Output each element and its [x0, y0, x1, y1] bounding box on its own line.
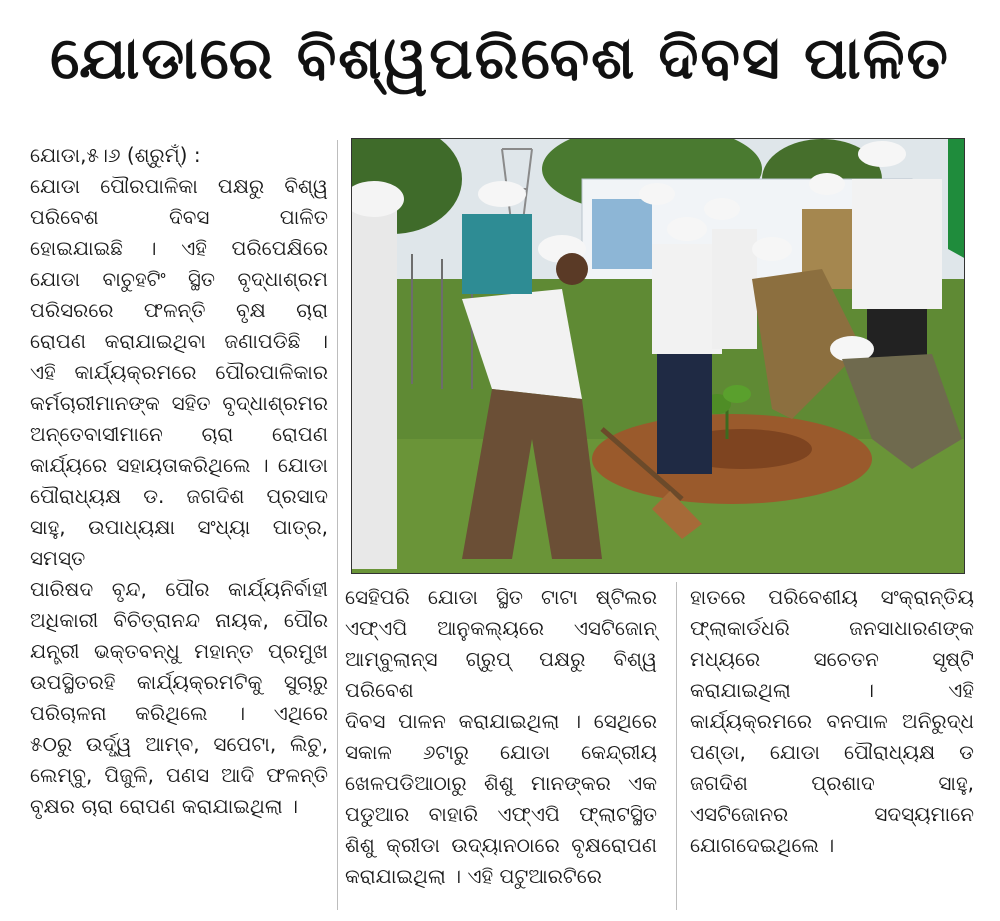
text-line: ଶିଶୁ କ୍ରୀଡା ଉଦ୍ୟାନଠାରେ ବୃକ୍ଷରୋପଣ — [345, 833, 657, 857]
text-line: ହୋଇଯାଇଛି । ଏହି ପରିପେକ୍ଷିରେ — [30, 236, 328, 260]
text-line: ଯୋଡା ବାଚୁହଟିଂ ସ୍ଥିତ ବୃଦ୍ଧାଶ୍ରମ — [30, 267, 328, 291]
text-line: ଫ୍ଲାକାର୍ଡଧରି ଜନସାଧାରଣଙ୍କ — [690, 616, 974, 640]
text-line: ସେହିପରି ଯୋଡା ସ୍ଥିତ ଟାଟା ଷ୍ଟିଲର — [345, 585, 657, 609]
text-line: ଅଧିକାରୀ ବିଚିତ୍ରାନନ୍ଦ ନାୟକ, ପୌର — [30, 608, 328, 632]
column-divider — [337, 140, 338, 910]
text-line: କାର୍ଯ୍ୟକ୍ରମରେ ବନପାଳ ଅନିରୁଦ୍ଧ — [690, 709, 974, 733]
article-column-2 — [345, 582, 657, 892]
text-line: ଆମ୍ବୁଲାନ୍ସ ଗ୍ରୁପ୍ ପକ୍ଷରୁ ବିଶ୍ୱ ପରିବେଶ — [345, 647, 657, 702]
tree-planting-photo — [351, 138, 965, 574]
text-line: କାର୍ଯ୍ୟରେ ସହାୟତାକରିଥିଲେ । ଯୋଡା — [30, 453, 328, 477]
photo-illustration — [352, 139, 965, 574]
text-line: ଖେଳପଡିଆଠାରୁ ଶିଶୁ ମାନଙ୍କର ଏକ — [345, 771, 657, 795]
text-line: ଏହି କାର୍ଯ୍ୟକ୍ରମରେ ପୌରପାଳିକାର — [30, 360, 328, 384]
text-line: ବୃକ୍ଷର ଚାରା ରୋପଣ କରାଯାଇଥିଲା । — [30, 794, 298, 818]
text-line: ଜଗଦିଶ ପ୍ରଶାଦ ସାହୁ, — [690, 771, 974, 795]
text-line: ପରିସରରେ ଫଳନ୍ତି ବୃକ୍ଷ ଚାରା — [30, 298, 328, 322]
article-column-1 — [30, 140, 328, 822]
text-line: ହାତରେ ପରିବେଶୀୟ ସଂକ୍ରାନ୍ତିୟ — [690, 585, 974, 609]
text-line: ଅନ୍ତେବାସୀମାନେ ଚାରା ରୋପଣ — [30, 422, 328, 446]
text-line: ଏଫ୍‌ଏପି ଆନୁକଲ୍ୟରେ ଏସଟିଜୋନ୍ — [345, 616, 657, 640]
text-line: ପଡୁଆର ବାହାରି ଏଫ୍‌ଏପି ଫ୍ଲାଟସ୍ଥିତ — [345, 802, 657, 826]
text-line: ମଧ୍ୟରେ ସଚେତନ ସୃଷ୍ଟି — [690, 647, 974, 671]
text-line: ପରିବେଶ ଦିବସ ପାଳିତ — [30, 205, 328, 229]
text-line: ଦିବସ ପାଳନ କରାଯାଇଥିଲା । ସେଥିରେ — [345, 709, 657, 733]
text-line: ପାରିଷଦ ବୃନ୍ଦ, ପୌର କାର୍ଯ୍ୟନିର୍ବାହୀ — [30, 577, 328, 601]
dateline: ଯୋଡା,୫।୬ (ଶ୍ରୁମ୍‌ଁ) : — [30, 143, 201, 167]
text-line: ପରିଚାଳନା କରିଥିଲେ । ଏଥିରେ — [30, 701, 328, 725]
text-line: ଉପସ୍ଥିତରହି କାର୍ଯ୍ୟକ୍ରମଟିକୁ ସୁଚାରୁ — [30, 670, 328, 694]
text-line: ୫୦ରୁ ଉର୍ଦ୍ଧ୍ୱ ଆମ୍ବ, ସପେଟା, ଲିଚୁ, — [30, 732, 328, 756]
text-line: କରାଯାଇଥିଲା । ଏହି ପଟୁଆରଟିରେ — [345, 864, 602, 888]
text-line: କର୍ମଚାରୀମାନଙ୍କ ସହିତ ବୃଦ୍ଧାଶ୍ରମର — [30, 391, 328, 415]
column-divider — [676, 582, 677, 910]
text-line: ସକାଳ ୬ଟାରୁ ଯୋଡା କେନ୍ଦ୍ରୀୟ — [345, 740, 657, 764]
text-line: ସାହୁ, ଉପାଧ୍ୟକ୍ଷା ସଂଧ୍ୟା ପାତ୍ର, ସମସ୍ତ — [30, 515, 328, 570]
article-column-3 — [690, 582, 974, 861]
headline: ଯୋଡାରେ ବିଶ୍ୱପରିବେଶ ଦିବସ ପାଳିତ — [50, 24, 950, 92]
text-line: ଯୋଡା ପୌରପାଳିକା ପକ୍ଷରୁ ବିଶ୍ୱ — [30, 174, 328, 198]
text-line: ଯୋଗଦେଇଥିଲେ । — [690, 833, 835, 857]
text-line: କରାଯାଇଥିଲା । ଏହି — [690, 678, 974, 702]
text-line: ଲେମ୍ବୁ, ପିଜୁଳି, ପଣସ ଆଦି ଫଳନ୍ତି — [30, 763, 328, 787]
text-line: ପଣ୍ଡା, ଯୋଡା ପୌରାଧ୍ୟକ୍ଷ ଡ — [690, 740, 974, 764]
text-line: ଏସଟିଜୋନର ସଦସ୍ୟମାନେ — [690, 802, 974, 826]
text-line: ଯନ୍ତ୍ରୀ ଭକ୍ତବନ୍ଧୁ ମହାନ୍ତ ପ୍ରମୁଖ — [30, 639, 328, 663]
text-line: ପୌରାଧ୍ୟକ୍ଷ ଡ. ଜଗଦିଶ ପ୍ରସାଦ — [30, 484, 328, 508]
text-line: ରୋପଣ କରାଯାଇଥିବା ଜଣାପଡିଛି । — [30, 329, 328, 353]
